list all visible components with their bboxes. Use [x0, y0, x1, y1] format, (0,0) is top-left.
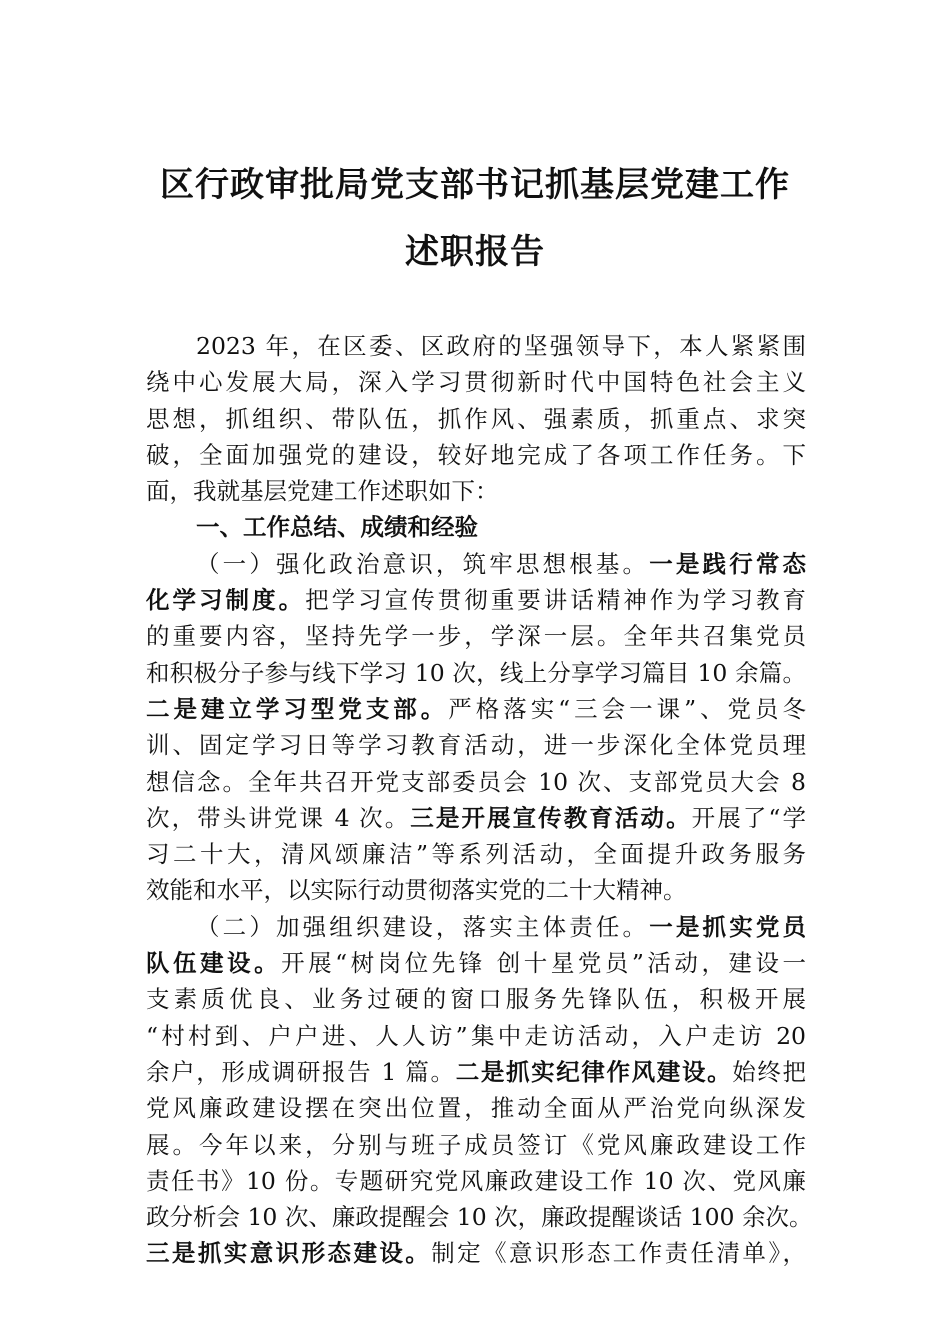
bold-text-segment: 一、工作总结、成绩和经验 — [196, 513, 478, 542]
text-segment: 绕中心发展大局，深入学习贯彻新时代中国特色社会主义 — [146, 368, 806, 397]
text-segment: 想信念。全年共召开党支部委员会 10 次、支部党员大会 8 — [146, 767, 806, 796]
text-segment: 面，我就基层党建工作述职如下： — [146, 477, 499, 506]
text-line — [146, 872, 806, 908]
text-line — [146, 582, 806, 618]
text-line — [146, 473, 806, 509]
document-subtitle: 述职报告 — [405, 232, 545, 272]
text-segment: 始终把 — [732, 1057, 807, 1086]
bold-text-segment: 三是抓实意识形态建设。 — [146, 1239, 432, 1268]
text-segment: 效能和水平，以实际行动贯彻落实党的二十大精神。 — [146, 876, 687, 905]
text-line — [146, 1090, 806, 1126]
text-line — [146, 836, 806, 872]
text-segment: 思想，抓组织、带队伍，抓作风、强素质，抓重点、求突 — [146, 404, 806, 433]
bold-text-segment: 一是践行常态 — [649, 549, 807, 578]
text-segment: “村村到、户户进、人人访”集中走访活动，入户走访 20 — [146, 1021, 806, 1050]
text-line — [146, 909, 806, 945]
text-line — [146, 328, 806, 364]
text-segment: 展。今年以来，分别与班子成员签订《党风廉政建设工作 — [146, 1130, 806, 1159]
text-segment: 的重要内容，坚持先学一步，学深一层。全年共召集党员 — [146, 622, 806, 651]
text-segment: 训、固定学习日等学习教育活动，进一步深化全体党员理 — [146, 731, 806, 760]
text-segment: （二）加强组织建设，落实主体责任。 — [196, 912, 650, 941]
text-segment: 党风廉政建设摆在突出位置，推动全面从严治党向纵深发 — [146, 1094, 806, 1123]
text-segment: 余户，形成调研报告 1 篇。 — [146, 1057, 456, 1086]
text-line — [146, 509, 806, 545]
text-line — [146, 1235, 806, 1271]
text-line — [146, 618, 806, 654]
text-segment: 责任书》10 份。专题研究党风廉政建设工作 10 次、党风廉 — [146, 1166, 806, 1195]
text-segment: 2023 年，在区委、区政府的坚强领导下，本人紧紧围 — [196, 332, 806, 360]
text-line — [146, 401, 806, 437]
text-segment: 把学习宣传贯彻重要讲话精神作为学习教育 — [305, 586, 806, 615]
text-line — [146, 945, 806, 981]
text-line — [146, 1127, 806, 1163]
text-segment: 政分析会 10 次、廉政提醒会 10 次，廉政提醒谈话 100 余次。 — [146, 1203, 813, 1232]
text-line — [146, 764, 806, 800]
text-segment: 破，全面加强党的建设，较好地完成了各项工作任务。下 — [146, 440, 806, 469]
text-segment: 次，带头讲党课 4 次。 — [146, 803, 411, 832]
text-segment: 习二十大，清风颂廉洁”等系列活动，全面提升政务服务 — [146, 840, 806, 869]
text-line — [146, 1054, 806, 1090]
bold-text-segment: 三是开展宣传教育活动。 — [410, 803, 692, 832]
text-line — [146, 655, 806, 691]
bold-text-segment: 二是抓实纪律作风建设。 — [455, 1057, 733, 1086]
text-segment: 制定《意识形态工作责任清单》， — [431, 1239, 807, 1268]
document-body — [146, 328, 813, 1272]
text-line — [146, 981, 806, 1017]
text-segment: 开展了“学 — [691, 803, 807, 832]
text-line — [146, 800, 806, 836]
text-line — [146, 364, 806, 400]
bold-text-segment: 化学习制度。 — [146, 586, 306, 615]
text-line — [146, 1163, 806, 1199]
text-line — [146, 546, 806, 582]
text-segment: 开展“树岗位先锋 创十星党员”活动，建设一 — [281, 949, 807, 978]
text-line — [146, 727, 806, 763]
text-segment: （一）强化政治意识，筑牢思想根基。 — [196, 549, 650, 578]
bold-text-segment: 二是建立学习型党支部。 — [146, 694, 449, 723]
bold-text-segment: 一是抓实党员 — [649, 912, 807, 941]
text-segment: 和积极分子参与线下学习 10 次，线上分享学习篇目 10 余篇。 — [146, 658, 806, 687]
text-line — [146, 437, 806, 473]
text-line — [146, 691, 806, 727]
text-line — [146, 1199, 813, 1235]
document-title: 区行政审批局党支部书记抓基层党建工作 — [160, 165, 790, 205]
text-line — [146, 1018, 806, 1054]
text-segment: 严格落实“三会一课”、党员冬 — [448, 694, 807, 723]
text-segment: 支素质优良、业务过硬的窗口服务先锋队伍，积极开展 — [146, 985, 806, 1014]
bold-text-segment: 队伍建设。 — [146, 949, 282, 978]
